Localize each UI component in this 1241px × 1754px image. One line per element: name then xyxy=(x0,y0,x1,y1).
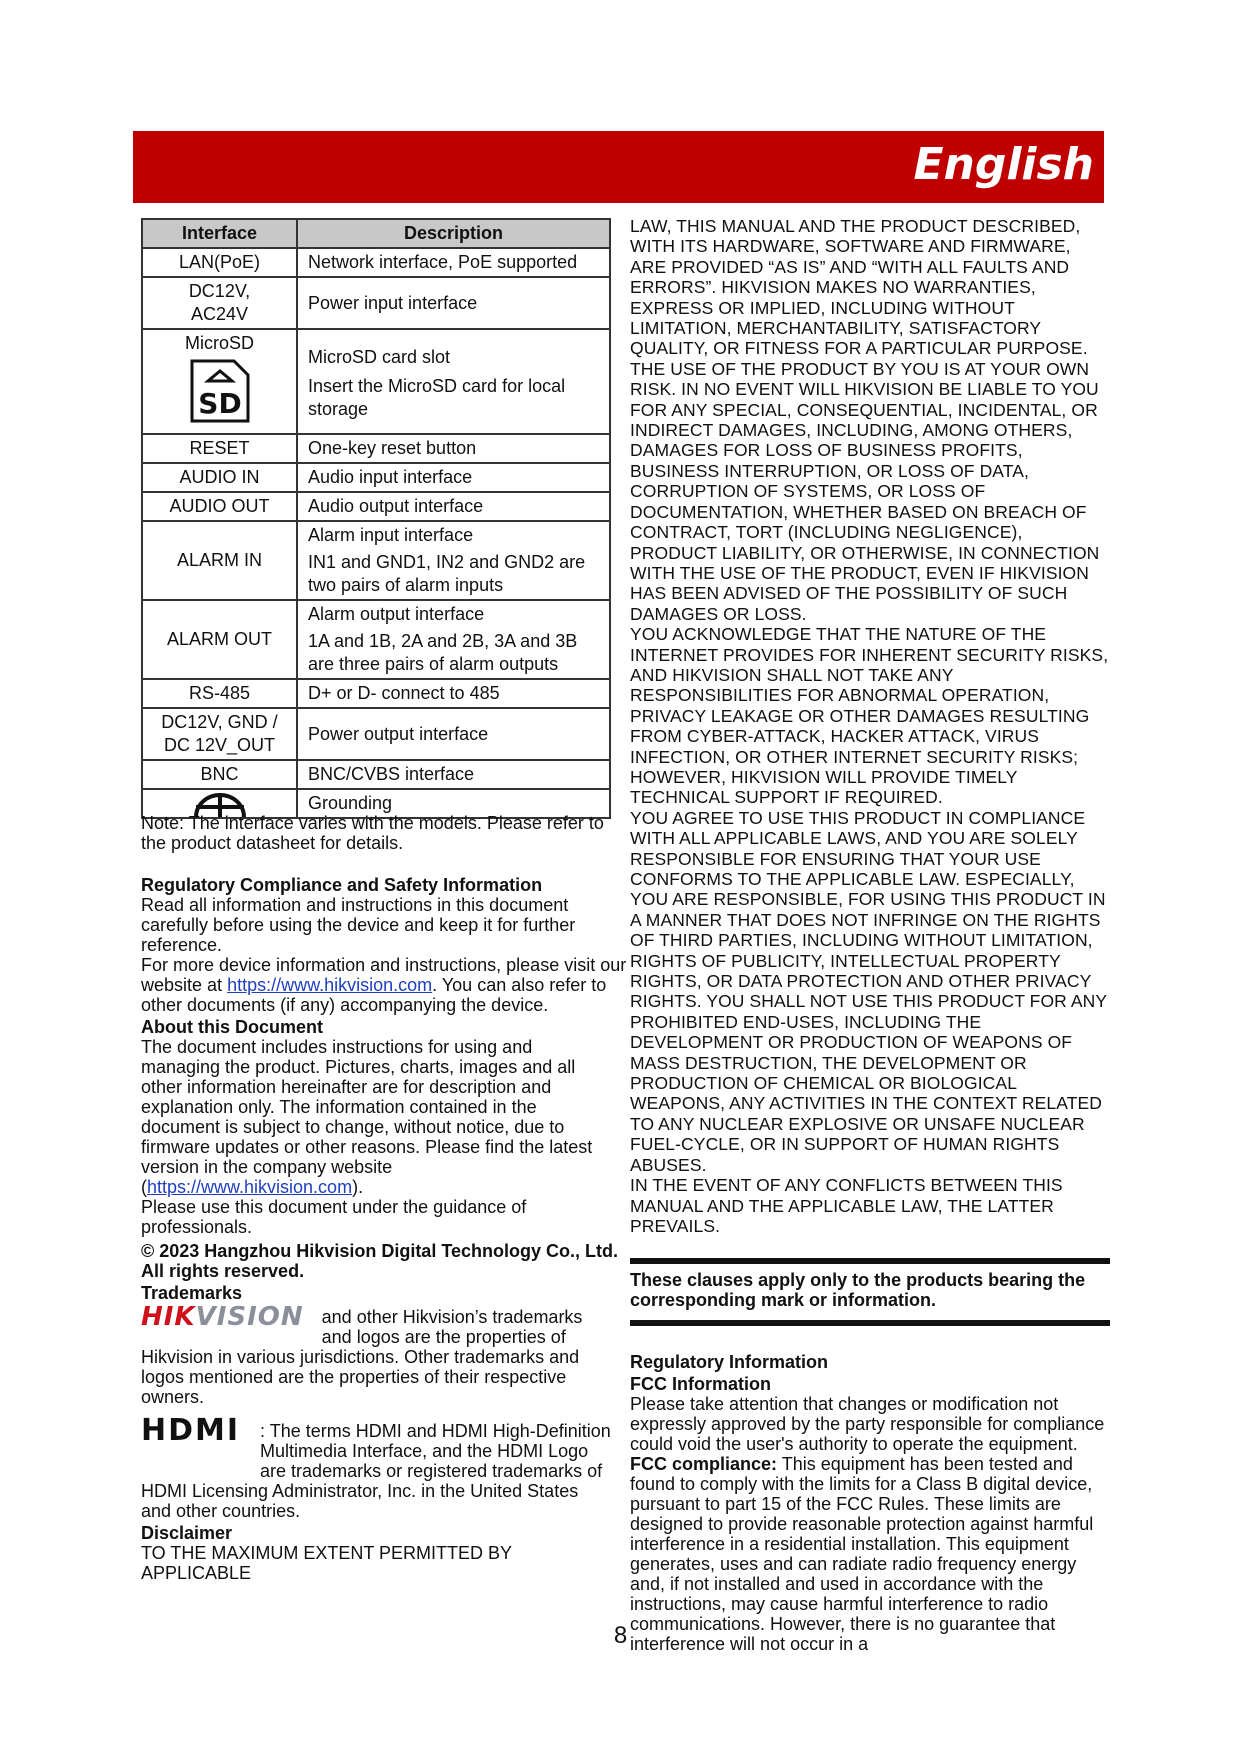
description-cell: Network interface, PoE supported xyxy=(297,248,610,277)
description-cell xyxy=(297,329,610,434)
regulatory-website-text-end: . You can also refer to other documents (if any) accompanying the device. xyxy=(141,975,607,1015)
description-cell: D+ or D- connect to 485 xyxy=(297,679,610,708)
right-column xyxy=(630,216,1110,1654)
interface-cell: DC12V, GND / DC 12V_OUT xyxy=(142,708,297,760)
microsd-icon xyxy=(188,359,252,425)
interface-cell: BNC xyxy=(142,760,297,789)
table-row xyxy=(142,760,610,789)
about-text: The document includes instructions for using and managing the product. Pictures, charts, images and all other information hereinafter are for description and explanation only. The information contained in the document is subject to change, without notice, due to firmware updates or other reasons. Please find the latest version in the company website ( xyxy=(141,1037,593,1197)
interface-cell: RESET xyxy=(142,434,297,463)
description-cell: Audio output interface xyxy=(297,492,610,521)
description-line: Alarm output interface xyxy=(308,604,485,624)
table-row xyxy=(142,329,610,434)
table-row xyxy=(142,248,610,277)
trademarks-heading: Trademarks xyxy=(141,1283,243,1303)
trademark-text: and other Hikvision’s trademarks and logos are the properties of Hikvision in various jurisdictions. Other trademarks and logos mentioned are the properties of their respective owners. xyxy=(141,1307,583,1407)
hikvision-logo: HIKVISION xyxy=(141,1302,304,1332)
regulatory-paragraph: Read all information and instructions in this document carefully before using the device and keep it for further reference. xyxy=(141,895,576,955)
page-number: 8 xyxy=(613,1622,628,1649)
interface-cell: AUDIO OUT xyxy=(142,492,297,521)
hdmi-logo: HDMI xyxy=(141,1413,241,1448)
table-row xyxy=(142,679,610,708)
disclaimer-heading: Disclaimer xyxy=(141,1523,233,1543)
description-cell: Power input interface xyxy=(297,277,610,329)
table-row xyxy=(142,492,610,521)
regulatory-website-text: For more device information and instructions, please visit our website at xyxy=(141,955,627,995)
interface-cell: ALARM IN xyxy=(142,521,297,600)
regulatory-info-heading: Regulatory Information xyxy=(630,1352,829,1373)
conflicts-paragraph: IN THE EVENT OF ANY CONFLICTS BETWEEN THIS MANUAL AND THE APPLICABLE LAW, THE LATTER PREVAILS. xyxy=(630,1175,1063,1236)
copyright-text: © 2023 Hangzhou Hikvision Digital Technology Co., Ltd. All rights reserved. xyxy=(141,1241,618,1281)
interface-cell: LAN(PoE) xyxy=(142,248,297,277)
description-line: Alarm input interface xyxy=(308,525,474,545)
clause-notice-text: These clauses apply only to the products bearing the corresponding mark or information. xyxy=(630,1270,1086,1311)
hdmi-trademark-text: : The terms HDMI and HDMI High-Definition Multimedia Interface, and the HDMI Logo are trademarks or registered trademarks of HDMI Licensing Administrator, Inc. in the United States and other countries. xyxy=(141,1421,611,1521)
description-cell xyxy=(297,600,610,679)
note-text: Note: The interface varies with the models. Please refer to the product datasheet for details. xyxy=(141,813,604,853)
compliance-paragraph: YOU AGREE TO USE THIS PRODUCT IN COMPLIANCE WITH ALL APPLICABLE LAWS, AND YOU ARE SOLELY RESPONSIBLE FOR ENSURING THAT YOUR USE CONFORMS TO THE APPLICABLE LAW. ESPECIALLY, YOU ARE RESPONSIBLE, FOR USING THIS PRODUCT IN A MANNER THAT DOES NOT INFRINGE ON THE RIGHTS OF THIRD PARTIES, INCLUDING WITHOUT LIMITATION, RIGHTS OF PUBLICITY, INTELLECTUAL PROPERTY RIGHTS, OR DATA PROTECTION AND OTHER PRIVACY RIGHTS. YOU SHALL NOT USE THIS PRODUCT FOR ANY PROHIBITED END-USES, INCLUDING THE DEVELOPMENT OR PRODUCTION OF WEAPONS OF MASS DESTRUCTION, THE DEVELOPMENT OR PRODUCTION OF CHEMICAL OR BIOLOGICAL WEAPONS, ANY ACTIVITIES IN THE CONTEXT RELATED TO ANY NUCLEAR EXPLOSIVE OR UNSAFE NUCLEAR FUEL-CYCLE, OR IN SUPPORT OF HUMAN RIGHTS ABUSES. xyxy=(630,807,1107,1175)
clause-notice-box xyxy=(630,1258,1110,1326)
website-link[interactable]: https://www.hikvision.com xyxy=(227,975,433,995)
fcc-compliance-text: This equipment has been tested and found to comply with the limits for a Class B digital device, pursuant to part 15 of the FCC Rules. These limits are designed to provide reasonable protection against harmful interference in a residential installation. This equipment generates, uses and can radiate radio frequency energy and, if not installed and used in accordance with the instructions, may cause harmful interference to radio communications. However, there is no guarantee that interference will not occur in a xyxy=(630,1454,1094,1655)
interface-cell: RS-485 xyxy=(142,679,297,708)
description-detail: 1A and 1B, 2A and 2B, 3A and 3B are three pairs of alarm outputs xyxy=(308,631,578,674)
regulatory-heading: Regulatory Compliance and Safety Information xyxy=(141,875,543,895)
description-cell: Power output interface xyxy=(297,708,610,760)
table-row xyxy=(142,434,610,463)
about-text-end: ). xyxy=(352,1177,364,1197)
header-bar xyxy=(133,131,1104,203)
left-column xyxy=(141,813,627,1583)
description-cell: One-key reset button xyxy=(297,434,610,463)
description-cell: BNC/CVBS interface xyxy=(297,760,610,789)
table-row xyxy=(142,600,610,679)
guidance-paragraph: Please use this document under the guidance of professionals. xyxy=(141,1197,527,1237)
microsd-icon-label: SD xyxy=(197,387,242,420)
header-description: Description xyxy=(297,219,610,248)
about-website-link[interactable]: https://www.hikvision.com xyxy=(147,1177,353,1197)
disclaimer-paragraph: LAW, THIS MANUAL AND THE PRODUCT DESCRIBED, WITH ITS HARDWARE, SOFTWARE AND FIRMWARE, ARE PROVIDED “AS IS” AND “WITH ALL FAULTS AND ERRORS”. HIKVISION MAKES NO WARRANTIES, EXPRESS OR IMPLIED, INCLUDING WITHOUT LIMITATION, MERCHANTABILITY, SATISFACTORY QUALITY, OR FITNESS FOR A PARTICULAR PURPOSE. THE USE OF THE PRODUCT BY YOU IS AT YOUR OWN RISK. IN NO EVENT WILL HIKVISION BE LIABLE TO YOU FOR ANY SPECIAL, CONSEQUENTIAL, INCIDENTAL, OR INDIRECT DAMAGES, INCLUDING, AMONG OTHERS, DAMAGES FOR LOSS OF BUSINESS PROFITS, BUSINESS INTERRUPTION, OR LOSS OF DATA, CORRUPTION OF SYSTEMS, OR LOSS OF DOCUMENTATION, WHETHER BASED ON BREACH OF CONTRACT, TORT (INCLUDING NEGLIGENCE), PRODUCT LIABILITY, OR OTHERWISE, IN CONNECTION WITH THE USE OF THE PRODUCT, EVEN IF HIKVISION HAS BEEN ADVISED OF THE POSSIBILITY OF SUCH DAMAGES OR LOSS. xyxy=(630,216,1100,624)
description-detail: IN1 and GND1, IN2 and GND2 are two pairs of alarm inputs xyxy=(308,552,586,595)
about-paragraph xyxy=(141,1037,611,1197)
interface-cell: AUDIO IN xyxy=(142,463,297,492)
table-row xyxy=(142,463,610,492)
internet-risk-paragraph: YOU ACKNOWLEDGE THAT THE NATURE OF THE INTERNET PROVIDES FOR INHERENT SECURITY RISKS, AND HIKVISION SHALL NOT TAKE ANY RESPONSIBILITIES FOR ABNORMAL OPERATION, PRIVACY LEAKAGE OR OTHER DAMAGES RESULTING FROM CYBER-ATTACK, HACKER ATTACK, VIRUS INFECTION, OR OTHER INTERNET SECURITY RISKS; HOWEVER, HIKVISION WILL PROVIDE TIMELY TECHNICAL SUPPORT IF REQUIRED. xyxy=(630,624,1109,808)
fcc-paragraph: Please take attention that changes or modification not expressly approved by the party responsible for compliance could void the user's authority to operate the equipment. xyxy=(630,1394,1105,1455)
fcc-heading: FCC Information xyxy=(630,1374,771,1395)
hikvision-trademark-paragraph xyxy=(141,1302,611,1407)
table-header-row xyxy=(142,219,610,248)
fcc-compliance-label: FCC compliance: xyxy=(630,1454,778,1475)
about-heading: About this Document xyxy=(141,1017,323,1037)
table-row xyxy=(142,521,610,600)
interface-cell: DC12V, AC24V xyxy=(142,277,297,329)
table-row xyxy=(142,277,610,329)
interface-label: MicroSD xyxy=(184,333,254,353)
hdmi-trademark-paragraph xyxy=(141,1413,611,1521)
disclaimer-text-start: TO THE MAXIMUM EXTENT PERMITTED BY APPLICABLE xyxy=(141,1543,512,1583)
interface-cell xyxy=(142,329,297,434)
description-cell xyxy=(297,521,610,600)
description-detail: Insert the MicroSD card for local storage xyxy=(308,376,566,419)
language-title: English xyxy=(913,139,1094,190)
description-cell: Grounding xyxy=(297,789,610,818)
regulatory-website-paragraph xyxy=(141,955,631,1015)
interface-cell: ALARM OUT xyxy=(142,600,297,679)
interface-table xyxy=(141,218,611,819)
description-cell: Audio input interface xyxy=(297,463,610,492)
table-row xyxy=(142,708,610,760)
description-line: MicroSD card slot xyxy=(308,347,451,367)
header-interface: Interface xyxy=(142,219,297,248)
